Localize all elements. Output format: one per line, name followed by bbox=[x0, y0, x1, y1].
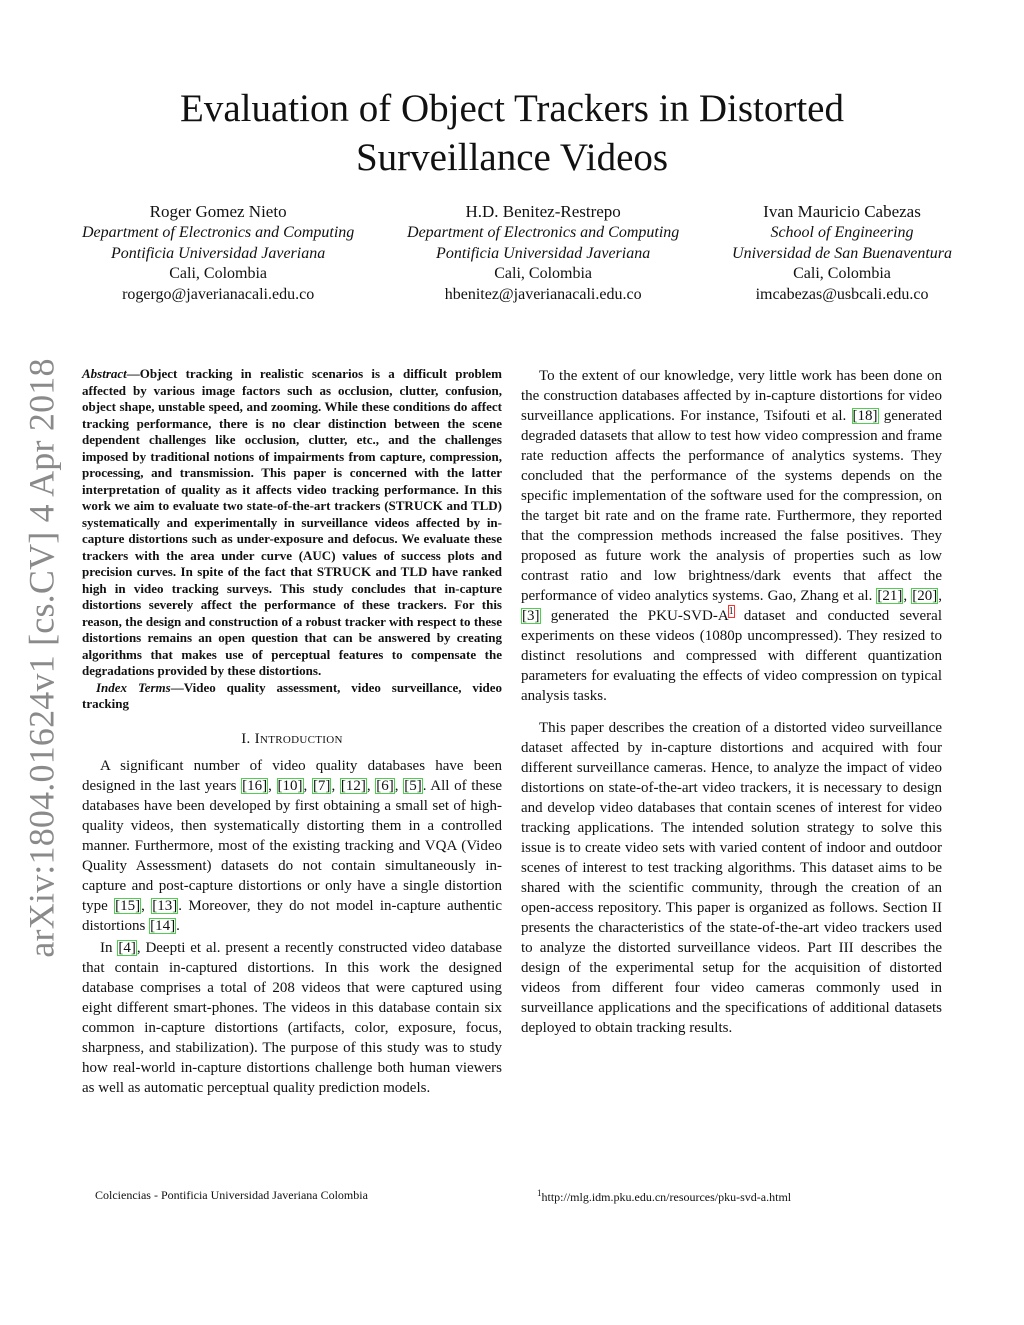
author-inst: Universidad de San Buenaventura bbox=[732, 244, 952, 262]
index-terms-label: Index Terms bbox=[96, 679, 171, 695]
abstract-label: Abstract bbox=[82, 366, 127, 381]
arxiv-sidebar bbox=[16, 355, 68, 960]
author-dept: Department of Electronics and Computing bbox=[407, 223, 680, 241]
text-run: generated the PKU-SVD-A bbox=[540, 608, 729, 624]
title-line-1: Evaluation of Object Trackers in Distorted bbox=[180, 87, 844, 130]
text-run: , bbox=[268, 777, 277, 794]
author-dept: School of Engineering bbox=[770, 223, 914, 241]
title-line-2: Surveillance Videos bbox=[355, 136, 669, 179]
citation-link[interactable]: [13] bbox=[152, 897, 178, 914]
citation-link[interactable]: [4] bbox=[118, 939, 136, 956]
author-inst: Pontificia Universidad Javeriana bbox=[111, 244, 326, 262]
citation-link[interactable]: [15] bbox=[115, 897, 141, 914]
text-run: , bbox=[394, 777, 404, 794]
right-column bbox=[521, 366, 942, 1038]
text-run: . Moreover, they do not model in-capture authentic distortions bbox=[82, 897, 503, 934]
author-inst: Pontificia Universidad Javeriana bbox=[436, 244, 651, 262]
text-run: To the extent of our knowledge, very little work has been done on the construction databases affected by in-capture distortions for video surveillance applications. For instance, Tsifouti et al. bbox=[521, 368, 942, 424]
text-run: , bbox=[141, 897, 152, 914]
citation-link[interactable]: [10] bbox=[277, 777, 303, 794]
citation-link[interactable]: [21] bbox=[877, 588, 903, 604]
text-run: , bbox=[331, 777, 340, 794]
citation-link[interactable]: [3] bbox=[522, 608, 540, 624]
citation-link[interactable]: [12] bbox=[340, 777, 366, 794]
intro-paragraph-2 bbox=[82, 938, 502, 1098]
citation-link[interactable]: [5] bbox=[404, 777, 422, 794]
citation-link[interactable]: [20] bbox=[912, 588, 938, 604]
abstract-text: —Object tracking in realistic scenarios is a difficult problem affected by various image factors such as occlusion, clutter, confusion, object shape, unstable speed, and zooming. While these conditions do affect tracking performance, there is no clear distinction between the scene dependent challenges like occlusion, clutter, etc., and the challenges imposed by traditional notions of impairments from capture, compression, processing, and transmission. This paper is concerned with the latter interpretation of quality as it affects video tracking performance. In this work we aim to evaluate two state-of-the-art trackers (STRUCK and TLD) systematically and experimentally in surveillance videos affected by in-capture distortions such as under-exposure and defocus. We evaluate these trackers with the area under curve (AUC) values of success plots and precision curves. In spite of the fact that STRUCK and TLD have ranked high in video tracking surveys. This study concludes that in-capture distortions severely affect the performance of these trackers. For this reason, the design and construction of a robust tracker with respect to these distortions remains an open question that can be answered by creating algorithms that makes use of perceptual features to compensate the degradations provided by these distortions. bbox=[82, 366, 502, 678]
arxiv-stamp: arXiv:1804.01624v1 [cs.CV] 4 Apr 2018 bbox=[22, 357, 62, 958]
text-run: , Deepti et al. present a recently constructed video database that contain in-captured distortions. In this work the designed database comprises a total of 208 videos that were captured using eight different smart-phones. The videos in this database contain six common in-capture distortions (artifacts, color, exposure, focus, sharpness, and stabilization). The purpose of this study was to study how real-world in-capture distortions challenge both human viewers as well as automatic perceptual quality prediction models. bbox=[82, 939, 502, 1096]
author-1 bbox=[82, 202, 354, 306]
text-run: A significant number of video quality databases have been designed in the last years bbox=[82, 757, 502, 794]
text-run: , bbox=[938, 588, 942, 604]
text-run: In bbox=[100, 939, 118, 956]
author-block bbox=[82, 202, 952, 306]
text-run: dataset and conducted several experiments on these videos (1080p uncompressed). They resized to distinct resolutions and compressed with different quantization parameters for evaluating the effects of video compression on typical analysis tasks. bbox=[521, 608, 942, 704]
index-terms bbox=[82, 680, 502, 713]
author-3 bbox=[732, 202, 952, 306]
footnote-funding: Colciencias - Pontificia Universidad Javeriana Colombia bbox=[95, 1188, 368, 1202]
text-run: generated degraded datasets that allow to test how video compression and frame rate reduction affects the performance of analytics systems. They concluded that the performance of the systems depends on the specific implementation of the software used for the compression, on the target bit rate and on the frame rate. Furthermore, they reported that the compression methods increased the false positives. They proposed as future work the analysis of properties such as low contrast ratio and low brightness/dark events that affect the performance of video analytics systems. Gao, Zhang et al. bbox=[521, 408, 943, 604]
author-email[interactable]: rogergo@javerianacali.edu.co bbox=[122, 286, 315, 304]
footnote-link[interactable]: 1 bbox=[728, 606, 734, 617]
paper-title bbox=[0, 84, 1024, 182]
author-city: Cali, Colombia bbox=[494, 265, 593, 283]
footnote-url-text[interactable]: http://mlg.idm.pku.edu.cn/resources/pku-svd-a.html bbox=[541, 1190, 792, 1204]
citation-link[interactable]: [14] bbox=[150, 917, 176, 934]
index-terms-text: —Video quality assessment, video surveillance, video tracking bbox=[82, 679, 502, 711]
author-email[interactable]: imcabezas@usbcali.edu.co bbox=[755, 286, 929, 304]
author-email[interactable]: hbenitez@javerianacali.edu.co bbox=[444, 286, 642, 304]
abstract bbox=[82, 366, 502, 680]
section-number: I. bbox=[241, 730, 255, 747]
intro-paragraph-1 bbox=[82, 756, 502, 936]
section-heading-introduction bbox=[82, 731, 502, 748]
text-run: , bbox=[303, 777, 312, 794]
author-2 bbox=[407, 202, 679, 306]
citation-link[interactable]: [18] bbox=[852, 408, 878, 424]
author-name: Roger Gomez Nieto bbox=[149, 202, 287, 221]
citation-link[interactable]: [6] bbox=[376, 777, 394, 794]
text-run: , bbox=[366, 777, 376, 794]
citation-link[interactable]: [7] bbox=[312, 777, 331, 794]
right-paragraph-2: This paper describes the creation of a distorted video surveillance dataset affected by in-capture distortions and acquired with four different surveillance cameras. Hence, to analyze the impact of video distortions on state-of-the-art video trackers, it is necessary to design and develop video databases that contain scenes of interest for video tracking applications. The intended solution strategy to solve this issue is to create video sets with varied content of indoor and outdoor scenes of interest to test tracking algorithms. This dataset aims to be shared with the scientific community, through the creation of an open-access repository. This paper is organized as follows. Section II presents the characteristics of the state-of-the-art video trackers used to analyze the distorted surveillance videos. Part III describes the design of the experimental setup for the acquisition of distorted videos from different four video cameras commonly used in surveillance applications and the specifications of additional datasets deployed to obtain tracking results. bbox=[521, 720, 942, 1036]
right-paragraph-1 bbox=[521, 366, 942, 706]
author-city: Cali, Colombia bbox=[793, 265, 891, 283]
citation-link[interactable]: [16] bbox=[242, 777, 268, 794]
section-title: Introduction bbox=[254, 730, 343, 747]
left-column bbox=[82, 366, 502, 1098]
text-run: . bbox=[176, 917, 180, 934]
text-run: . All of these databases have been developed by first obtaining a small set of high-quality videos, then systematically distorting them in a controlled manner. Furthermore, most of the existing tracking and VQA (Video Quality Assessment) datasets do not contain simultaneously in-capture and post-capture distortions or only have a single distortion type bbox=[82, 777, 503, 914]
author-name: Ivan Mauricio Cabezas bbox=[763, 202, 921, 221]
author-city: Cali, Colombia bbox=[169, 265, 268, 283]
footnote-url bbox=[537, 1188, 791, 1205]
footnote-number: 1 bbox=[537, 1188, 542, 1198]
text-run: , bbox=[903, 588, 912, 604]
author-dept: Department of Electronics and Computing bbox=[82, 223, 355, 241]
author-name: H.D. Benitez-Restrepo bbox=[465, 202, 621, 221]
